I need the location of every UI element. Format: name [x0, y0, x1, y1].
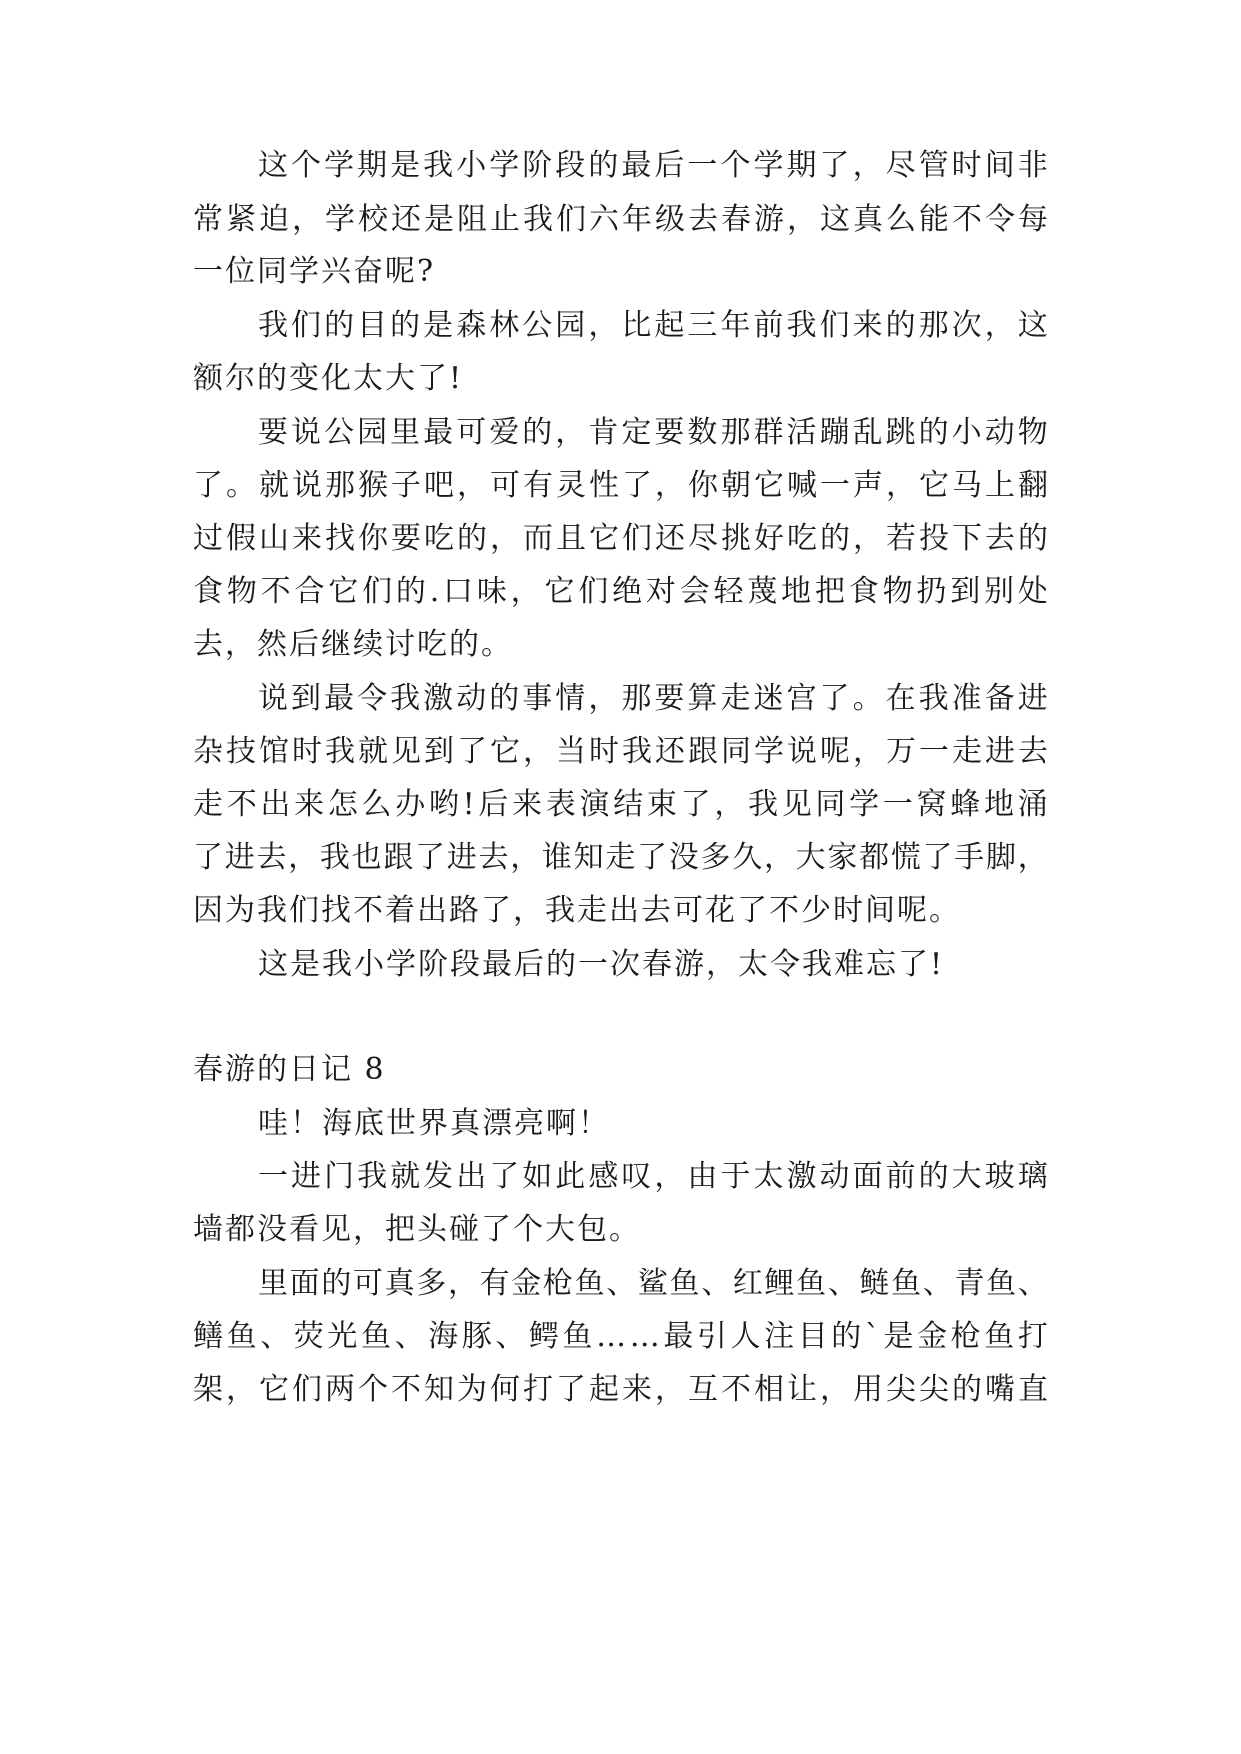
paragraph-line: 这是我小学阶段最后的一次春游，太令我难忘了! — [258, 947, 945, 982]
paragraph-line: 因为我们找不着出路了，我走出去可花了不少时间呢。 — [193, 893, 961, 928]
paragraph-line — [258, 306, 1048, 346]
line-text: 说 到 最 令 我 激 动 的 事 情 ， 那 要 算 走 迷 宫 了 。 在 我 准 备 进 — [258, 681, 1048, 716]
line-text: 一 进 门 我 就 发 出 了 如 此 感 叹 ， 由 于 太 激 动 面 前 的 大 玻 璃 — [258, 1159, 1048, 1194]
paragraph-line: 墙都没看见，把头碰了个大包。 — [193, 1212, 641, 1247]
paragraph-line: 去，然后继续讨吃的。 — [193, 627, 513, 662]
paragraph-line — [193, 785, 1048, 825]
line-text: 这 个 学 期 是 我 小 学 阶 段 的 最 后 一 个 学 期 了 ， 尽 管 时 间 非 — [258, 148, 1048, 183]
line-text: 里 面 的 可 真 多 ， 有 金 枪 鱼 、 鲨 鱼 、 红 鲤 鱼 、 鲢 鱼 、 青 鱼 、 — [258, 1266, 1048, 1301]
line-text: 鳝 鱼 、 荧 光 鱼 、 海 豚 、 鳄 鱼 … … 最 引 人 注 目 的 ` 是 金 枪 鱼 打 — [193, 1319, 1048, 1354]
paragraph-line — [193, 200, 1048, 240]
line-text: 常 紧 迫 ， 学 校 还 是 阻 止 我 们 六 年 级 去 春 游 ， 这 真 么 能 不 令 每 — [193, 202, 1048, 237]
paragraph-line — [258, 146, 1048, 186]
line-text: 过 假 山 来 找 你 要 吃 的 ， 而 且 它 们 还 尽 挑 好 吃 的 ， 若 投 下 去 的 — [193, 521, 1048, 556]
line-text: 架 ， 它 们 两 个 不 知 为 何 打 了 起 来 ， 互 不 相 让 ， 用 尖 尖 的 嘴 直 — [193, 1372, 1048, 1407]
paragraph-line — [258, 679, 1048, 719]
paragraph-line — [258, 1157, 1048, 1197]
paragraph-line — [193, 732, 1048, 772]
line-text: 了 。 就 说 那 猴 子 吧 ， 可 有 灵 性 了 ， 你 朝 它 喊 一 声 ， 它 马 上 翻 — [193, 468, 1048, 503]
line-text: 我 们 的 目 的 是 森 林 公 园 ， 比 起 三 年 前 我 们 来 的 那 次 ， 这 — [258, 308, 1048, 343]
paragraph-line — [193, 1317, 1048, 1357]
paragraph-line — [193, 1370, 1048, 1410]
line-text: 要 说 公 园 里 最 可 爱 的 ， 肯 定 要 数 那 群 活 蹦 乱 跳 的 小 动 物 — [258, 415, 1048, 450]
section-title: 春游的日记 8 — [193, 1052, 386, 1087]
paragraph-line — [193, 838, 1048, 878]
line-text: 杂 技 馆 时 我 就 见 到 了 它 ， 当 时 我 还 跟 同 学 说 呢 ， 万 一 走 进 去 — [193, 734, 1048, 769]
paragraph-line — [193, 572, 1048, 612]
paragraph-line: 额尔的变化太大了! — [193, 361, 464, 396]
line-text: 食 物 不 合 它 们 的 . 口 味 ， 它 们 绝 对 会 轻 蔑 地 把 食 物 扔 到 别 处 — [193, 574, 1048, 609]
paragraph-line: 一位同学兴奋呢? — [193, 254, 436, 289]
paragraph-line — [193, 519, 1048, 559]
line-text: 走 不 出 来 怎 么 办 哟 ! 后 来 表 演 结 束 了 ， 我 见 同 学 一 窝 蜂 地 涌 — [193, 787, 1048, 822]
line-text: 了 进 去 ， 我 也 跟 了 进 去 ， 谁 知 走 了 没 多 久 ， 大 家 都 慌 了 手 脚 ， — [193, 840, 1048, 875]
paragraph-line — [193, 466, 1048, 506]
paragraph-line — [258, 413, 1048, 453]
paragraph-line — [258, 1264, 1048, 1304]
paragraph-line: 哇！海底世界真漂亮啊！ — [258, 1106, 610, 1141]
